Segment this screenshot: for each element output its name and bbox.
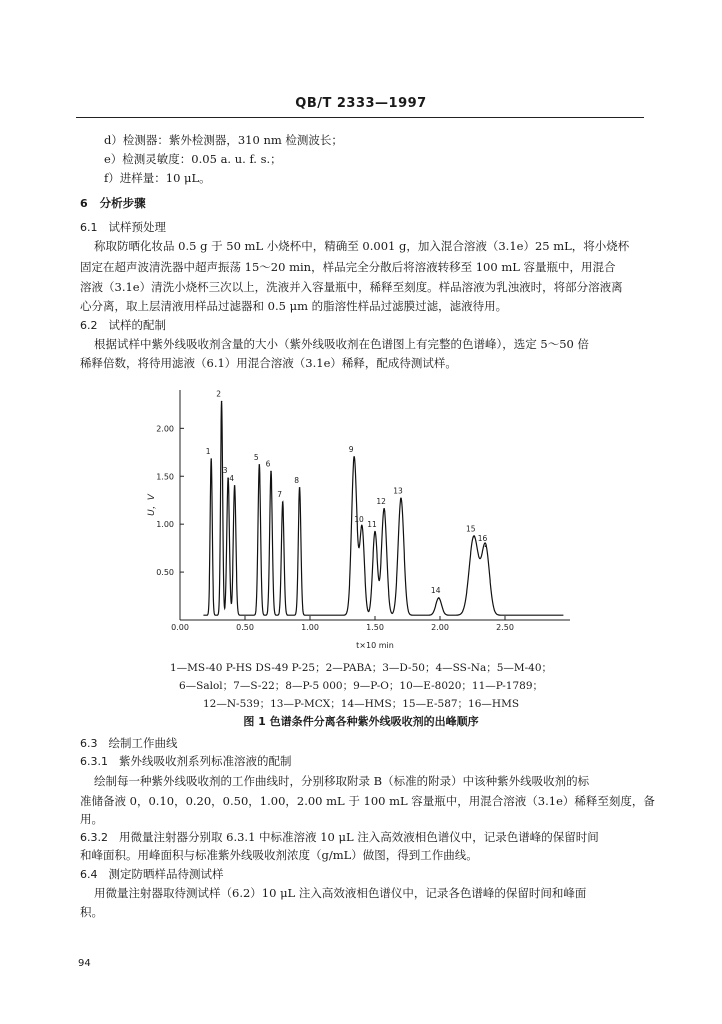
peak-point bbox=[400, 497, 402, 499]
section-6-3-2-line: 和峰面积。用峰面积与标准紫外线吸收剂浓度（g/mL）做图，得到工作曲线。 bbox=[80, 848, 478, 862]
section-6-1-heading bbox=[80, 219, 166, 236]
section-6-3-heading bbox=[80, 735, 177, 752]
section-title: 试样的配制 bbox=[108, 318, 166, 332]
y-tick-label: 1.50 bbox=[156, 472, 174, 482]
peak-point bbox=[473, 536, 475, 538]
peak-label: 9 bbox=[348, 445, 354, 455]
x-tick-label: 0.00 bbox=[171, 623, 189, 632]
x-axis-label: t×10 min bbox=[356, 641, 394, 650]
figure-legend-line: 12—N-539；13—P-MCX；14—HMS；15—E-587；16—HMS bbox=[202, 698, 520, 710]
item-e: e）检测灵敏度：0.05 a. u. f. s.； bbox=[104, 152, 282, 166]
section-6-heading bbox=[80, 195, 146, 211]
section-6-4-line: 用微量注射器取待测试样（6.2）10 μL 注入高效液相色谱仪中，记录各色谱峰的保留时间和峰面 bbox=[94, 886, 587, 900]
peak-point bbox=[485, 545, 487, 547]
peak-label: 5 bbox=[253, 452, 259, 462]
peak-label: 15 bbox=[466, 524, 476, 534]
peak-label: 14 bbox=[430, 585, 441, 595]
section-6-1-line: 称取防晒化妆品 0.5 g 于 50 mL 小烧杯中，精确至 0.001 g，加入混合溶液（3.1e）25 mL，将小烧杯 bbox=[94, 239, 630, 253]
section-6-4-line: 积。 bbox=[80, 905, 103, 919]
peak-point bbox=[259, 464, 261, 466]
peak-label: 8 bbox=[294, 475, 299, 485]
chromatogram-chart bbox=[140, 380, 580, 665]
peak-point bbox=[299, 487, 301, 489]
peak-label: 1 bbox=[205, 447, 211, 456]
y-axis-label: U，V bbox=[147, 494, 157, 516]
section-number: 6.3.1 bbox=[80, 755, 108, 768]
figure-legend-line: 6—Salol；7—S-22；8—P-5 000；9—P-O；10—E-8020；11—P-1789； bbox=[178, 680, 544, 692]
section-6-1-line: 溶液（3.1e）清洗小烧杯三次以上，洗液并入容量瓶中，稀释至刻度。样品溶液为乳浊液时，将部分溶液离 bbox=[80, 280, 623, 294]
peak-point bbox=[210, 458, 212, 460]
peak-label: 3 bbox=[222, 466, 228, 476]
section-text: 用微量注射器分别取 6.3.1 中标准溶液 10 μL 注入高效液相色谱仪中，记录色谱峰的保留时间 bbox=[118, 830, 599, 844]
section-title: 测定防晒样品待测试样 bbox=[108, 867, 224, 881]
section-number: 6.3 bbox=[80, 737, 98, 750]
x-tick-label: 0.50 bbox=[236, 623, 254, 632]
section-title: 试样预处理 bbox=[108, 220, 166, 234]
section-number: 6 bbox=[80, 197, 88, 210]
section-6-1-line: 固定在超声波清洗器中超声振荡 15～20 min，样品完全分散后将溶液转移至 100 mL 容量瓶中，用混合 bbox=[80, 260, 616, 274]
section-6-3-1-line: 用。 bbox=[80, 812, 103, 826]
section-number: 6.2 bbox=[80, 319, 98, 332]
section-number: 6.3.2 bbox=[80, 831, 108, 844]
peak-label: 4 bbox=[229, 473, 234, 483]
section-6-3-1-heading bbox=[80, 753, 291, 770]
header-rule bbox=[76, 117, 644, 118]
peak-label: 12 bbox=[376, 496, 386, 506]
peak-point bbox=[353, 456, 355, 458]
peak-point bbox=[383, 508, 385, 510]
y-tick-label: 2.00 bbox=[156, 424, 174, 434]
section-6-1-line: 心分离，取上层清液用样品过滤器和 0.5 μm 的脂溶性样品过滤膜过滤，滤液待用。 bbox=[80, 299, 508, 313]
peak-label: 7 bbox=[277, 490, 283, 500]
peak-point bbox=[374, 531, 376, 533]
section-title: 绘制工作曲线 bbox=[108, 736, 178, 750]
peak-label: 6 bbox=[265, 459, 271, 469]
section-title: 分析步骤 bbox=[99, 196, 146, 210]
x-tick-label: 1.00 bbox=[301, 623, 319, 632]
peak-point bbox=[221, 401, 223, 403]
peak-point bbox=[282, 501, 284, 503]
peak-point bbox=[438, 597, 440, 599]
peak-point bbox=[361, 526, 363, 528]
section-6-4-heading bbox=[80, 866, 223, 883]
peak-label: 16 bbox=[477, 534, 488, 544]
section-6-2-line: 根据试样中紫外线吸收剂含量的大小（紫外线吸收剂在色谱图上有完整的色谱峰），选定 5～50 倍 bbox=[94, 337, 590, 351]
item-f: f）进样量：10 μL。 bbox=[104, 171, 211, 185]
figure-legend-line: 1—MS-40 P-HS DS-49 P-25；2—PABA；3—D-50；4—SS-Na；5—M-40； bbox=[169, 662, 553, 674]
item-d: d）检测器：紫外检测器，310 nm 检测波长； bbox=[104, 133, 343, 147]
section-6-3-1-line: 绘制每一种紫外线吸收剂的工作曲线时，分别移取附录 B（标准的附录）中该种紫外线吸收剂的标 bbox=[94, 774, 590, 788]
section-6-2-line: 稀释倍数，将待用滤液（6.1）用混合溶液（3.1e）稀释，配成待测试样。 bbox=[80, 356, 457, 370]
section-6-2-heading bbox=[80, 317, 166, 334]
section-6-3-1-line: 准储备液 0，0.10，0.20，0.50，1.00，2.00 mL 于 100 mL 容量瓶中，用混合溶液（3.1e）稀释至刻度，备 bbox=[80, 794, 655, 808]
x-tick-label: 2.00 bbox=[431, 623, 449, 632]
page-number: 94 bbox=[78, 958, 91, 969]
y-tick-label: 1.00 bbox=[156, 520, 174, 530]
x-tick-label: 2.50 bbox=[496, 623, 514, 632]
peak-label: 2 bbox=[216, 389, 221, 399]
peak-label: 13 bbox=[393, 486, 403, 496]
standard-number-header: QB/T 2333—1997 bbox=[295, 96, 427, 111]
figure-caption: 图 1 色谱条件分离各种紫外线吸收剂的出峰顺序 bbox=[243, 715, 479, 728]
section-6-3-2-line bbox=[80, 829, 599, 846]
section-title: 紫外线吸收剂系列标准溶液的配制 bbox=[118, 754, 292, 768]
y-tick-label: 0.50 bbox=[156, 568, 174, 578]
section-number: 6.4 bbox=[80, 868, 98, 881]
peak-label: 11 bbox=[367, 519, 377, 529]
section-number: 6.1 bbox=[80, 221, 98, 234]
peak-point bbox=[270, 471, 272, 473]
peak-label: 10 bbox=[354, 515, 364, 525]
peak-point bbox=[234, 485, 236, 487]
x-tick-label: 1.50 bbox=[366, 623, 384, 632]
